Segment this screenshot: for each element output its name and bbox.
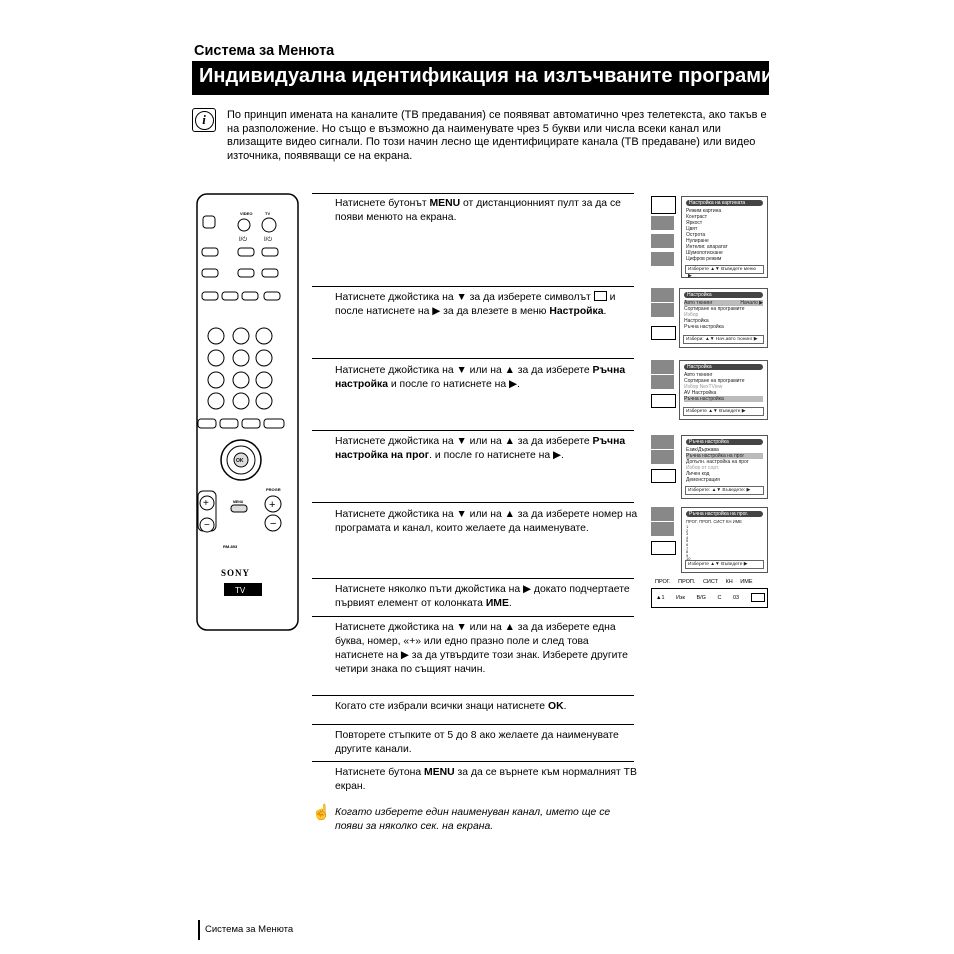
- step-3: Натиснете джойстика на ▼ или на ▲ за да изберете Ръчна настройка и после го натиснете на ▶.: [335, 365, 626, 390]
- step-divider: [312, 578, 634, 579]
- step-divider: [312, 358, 634, 359]
- step-divider: [312, 430, 634, 431]
- progr-label: PROGR: [266, 487, 281, 492]
- step-5: Натиснете джойстика на ▼ или на ▲ за да изберете номер на програмата и канал, които желаете да наименувате.: [335, 509, 638, 534]
- note-text: Когато изберете един наименуван канал, името ще се появи за няколко сек. на екрана.: [335, 807, 611, 832]
- svg-text:+: +: [203, 498, 209, 509]
- result-table-header: ПРОГ. ПРОП. СИСТ КН ИМЕ: [655, 579, 753, 585]
- footer-text: Система за Менюта: [205, 924, 294, 935]
- svg-text:I/⏻: I/⏻: [239, 237, 248, 243]
- step-divider: [312, 286, 634, 287]
- svg-text:−: −: [204, 520, 210, 531]
- setup-toolbox-icon: [594, 291, 607, 301]
- step-divider: [312, 193, 634, 194]
- step-1: Натиснете бутонът MENU от дистанционният пулт за да се появи менюто на екрана.: [335, 198, 621, 223]
- model-label: RM-893: [223, 544, 238, 549]
- svg-text:−: −: [270, 518, 277, 530]
- remote-control-illustration: [196, 193, 299, 631]
- hand-note-icon: ☝: [312, 804, 331, 821]
- step-divider: [312, 724, 634, 725]
- section-title: Система за Менюта: [194, 43, 335, 59]
- intro-text: По принцип имената на каналите (ТВ предавания) се появяват автоматично чрез телетекста, ако такъв е на разположение. Но също е възможно да наименувате чрез 5 букви или числа всеки канал или влизащите видео сигнали. По този начин лесно ще идентифицирате канала (ТВ предаване) или видео източника, появяващи се на екрана.: [227, 109, 767, 162]
- brand-logo: SONY: [221, 568, 251, 578]
- screen-setup-menu: Настройка Авто тюнинг Начало ▶ Сортиране на програмите Избор Настройка Ръчна настройка Избери: ▲▼ Нач.авто тюнинг ▶: [651, 286, 768, 350]
- step-9: Повторете стъпките от 5 до 8 ако желаете да наименувате другите канали.: [335, 730, 619, 755]
- svg-text:+: +: [269, 499, 276, 511]
- result-table-row: ▲1 Изк B/G C 03: [651, 588, 768, 608]
- step-divider: [312, 761, 634, 762]
- step-divider: [312, 616, 634, 617]
- info-icon: i: [192, 108, 216, 132]
- screen-manual-setup-menu: Ръчна настройка Език/Държава Ръчна настройка на прог Допълн. настройка на прог Избор от сорт. Личен код Демонстрация Изберете: ▲▼ Въведете: ▶: [651, 433, 768, 499]
- svg-text:I/⏻: I/⏻: [264, 237, 273, 243]
- ok-label: OK: [236, 458, 244, 464]
- step-8: Когато сте избрали всички знаци натиснете OK.: [335, 701, 567, 712]
- step-7: Натиснете джойстика на ▼ или на ▲ за да изберете една буква, номер, «+» или едно празно поле и след това натиснете на ▶ за да утвърдите този знак. Изберете другите четири знака по същият начин.: [335, 622, 628, 675]
- video-label: VIDEO: [240, 211, 253, 216]
- tv-badge: TV: [235, 586, 246, 595]
- menu-label: MENU: [233, 500, 244, 504]
- step-divider: [312, 695, 634, 696]
- step-10: Натиснете бутона MENU за да се върнете към нормалният ТВ екран.: [335, 767, 637, 792]
- step-2: Натиснете джойстика на ▼ за да изберете символът и после натиснете на ▶ за да влезете в меню Настройка.: [335, 292, 616, 317]
- screen-setup-manual-selected: Настройка Авто тюнинг Сортиране на програмите Избор NexTView AV Настройка Ръчна настройка Изберете ▲▼ Въведете ▶: [651, 358, 768, 420]
- screen-picture-menu: Настройка на картината Режим картина Контраст Яркост Цвят Острота Нулиране Интелиг. апаратат Шумопотискане Цифров режим Изберете ▲▼ Въведете меню ▶: [651, 194, 768, 278]
- step-divider: [312, 502, 634, 503]
- tv-label: TV: [265, 211, 271, 216]
- step-4: Натиснете джойстика на ▼ или на ▲ за да изберете Ръчна настройка на прог. и после го натиснете на ▶.: [335, 436, 626, 461]
- step-6: Натиснете няколко пъти джойстика на ▶ докато подчертаете първият елемент от колонката ИМЕ.: [335, 584, 630, 609]
- page-title: Индивидуална идентификация на излъчваните програми: [199, 65, 774, 87]
- screen-program-table: Ръчна настройка на прог. ПРОГ. ПРОП. СИСТ КН ИМЕ 1 2 3 4 5 6 7 8 9 10 Изберете ▲▼ Въведете ▶: [651, 505, 768, 573]
- footer-bar: [198, 920, 200, 940]
